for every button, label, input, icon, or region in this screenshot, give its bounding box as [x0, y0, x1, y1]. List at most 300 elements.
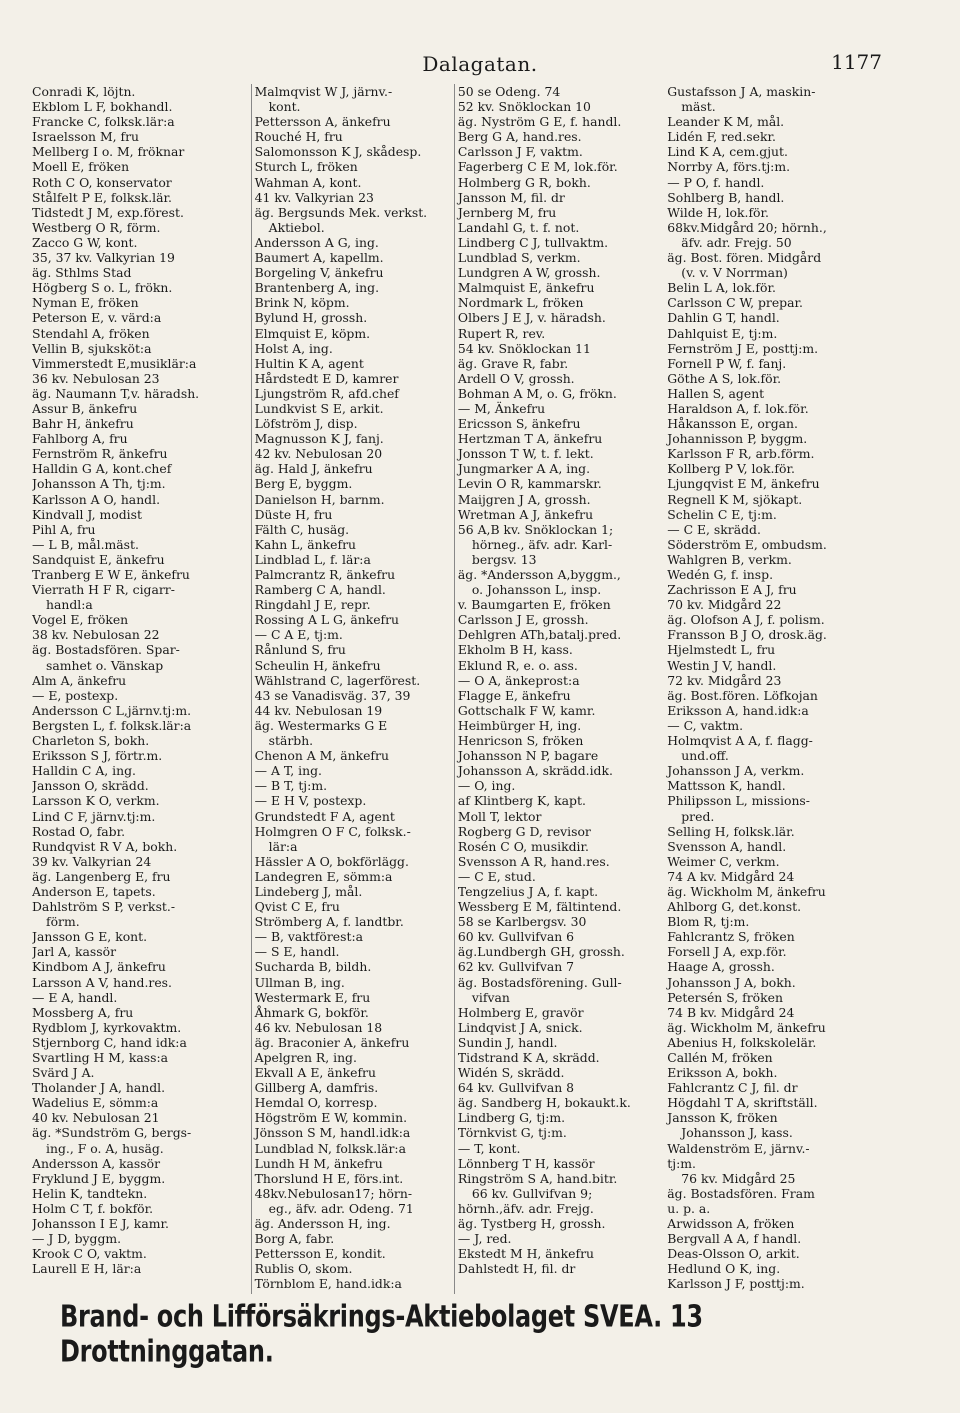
- directory-entry: Baumert A, kapellm.: [254, 250, 384, 266]
- directory-entry: Henricson S, fröken: [457, 733, 584, 749]
- directory-entry: Deas-Olsson O, arkit.: [667, 1246, 800, 1262]
- directory-entry: Mossberg A, fru: [32, 1004, 134, 1020]
- directory-entry: Salomonsson K J, skådesp.: [254, 144, 422, 160]
- directory-entry: Andersson A, kassör: [32, 1155, 161, 1171]
- directory-entry: Tengzelius J A, f. kapt.: [457, 883, 599, 899]
- directory-entry: Holmgren O F C, folksk.-: [254, 823, 411, 839]
- directory-entry: Fernström R, änkefru: [32, 446, 168, 462]
- directory-entry: Törnkvist G, tj:m.: [457, 1125, 567, 1141]
- directory-entry: 40 kv. Nebulosan 21: [32, 1110, 160, 1126]
- directory-entry: Palmcrantz R, änkefru: [254, 567, 396, 582]
- directory-entry: Rupert R, rev.: [457, 325, 546, 341]
- directory-entry: Ericsson S, änkefru: [457, 416, 581, 432]
- directory-entry: 74 B kv. Midgård 24: [667, 1004, 795, 1020]
- directory-entry: Jungmarker A A, ing.: [457, 461, 591, 477]
- street-header: Dalagatan.: [422, 52, 538, 76]
- directory-entry: Wahlgren B, verkm.: [667, 551, 792, 567]
- directory-entry: Lindberg G, tj:m.: [457, 1110, 566, 1126]
- directory-entry: Schelin C E, tj:m.: [667, 506, 777, 522]
- directory-entry: äg. Grave R, fabr.: [457, 355, 569, 371]
- directory-entry: Törnblom E, hand.idk:a: [254, 1276, 402, 1292]
- directory-entry: Dehlgren ATh,batalj.pred.: [457, 627, 622, 643]
- directory-entry: Danielson H, barnm.: [254, 491, 385, 507]
- directory-entry: 64 kv. Gullvifvan 8: [457, 1080, 575, 1096]
- directory-entry: äg. Bost. fören. Midgård: [667, 250, 822, 266]
- directory-entry: Blom R, tj:m.: [667, 914, 750, 930]
- directory-entry: Nordmark L, fröken: [457, 295, 584, 311]
- directory-entry: Rundqvist R V A, bokh.: [32, 838, 178, 854]
- directory-entry: Maijgren J A, grossh.: [457, 491, 591, 507]
- directory-entry: 68kv.Midgård 20; hörnh.,: [667, 219, 827, 235]
- directory-entry: äg. *Andersson A,byggm.,: [457, 567, 621, 582]
- directory-entry: äfv. adr. Frejg. 50: [681, 234, 792, 250]
- directory-entry: Pettersson E, kondit.: [254, 1246, 386, 1262]
- directory-entry: 62 kv. Gullvifvan 7: [457, 959, 575, 975]
- directory-entry: Hårdstedt E D, kamrer: [254, 370, 399, 386]
- directory-entry: Pettersson A, änkefru: [254, 114, 391, 130]
- directory-entry: Levin O R, kammarskr.: [457, 476, 602, 492]
- directory-entry: Fälth C, husäg.: [254, 521, 350, 537]
- directory-entry: Ringdahl J E, repr.: [254, 597, 371, 613]
- directory-entry: Vellin B, sjuksköt:a: [32, 340, 152, 356]
- directory-entry: u. p. a.: [667, 1200, 711, 1216]
- directory-entry: Kollberg P V, lok.för.: [667, 461, 795, 477]
- directory-entry: Hedlund O K, ing.: [667, 1261, 781, 1277]
- directory-entry: Flagge E, änkefru: [457, 687, 571, 703]
- directory-entry: tj:m.: [667, 1155, 696, 1171]
- directory-entry: ing., F o. A, husäg.: [46, 1140, 164, 1156]
- directory-entry: Johannisson P, byggm.: [667, 431, 808, 447]
- directory-entry: Anderson E, tapets.: [32, 883, 156, 899]
- directory-entry: äg. Bostadsförening. Gull-: [457, 974, 622, 990]
- directory-entry: Fahlcrantz S, fröken: [667, 929, 795, 945]
- directory-entry: eg., äfv. adr. Odeng. 71: [268, 1200, 414, 1216]
- directory-entry: Forsell J A, exp.för.: [667, 944, 787, 960]
- column-1: [32, 84, 251, 1294]
- directory-entry: Vogel E, fröken: [32, 612, 129, 628]
- directory-entry: 50 se Odeng. 74: [457, 84, 561, 99]
- directory-entry: Sturch L, fröken: [254, 159, 358, 175]
- directory-entry: Wählstrand C, lagerförest.: [254, 672, 421, 688]
- directory-entry: — O A, änkeprost:a: [457, 672, 580, 688]
- directory-entry: Elmquist E, köpm.: [254, 325, 371, 341]
- directory-entry: af Klintberg K, kapt.: [457, 793, 586, 809]
- directory-entry: Wadelius E, sömm:a: [32, 1095, 159, 1111]
- directory-entry: Wessberg E M, fältintend.: [457, 899, 622, 915]
- directory-entry: Lindqvist J A, snick.: [457, 1019, 583, 1035]
- directory-entry: Stendahl A, fröken: [32, 325, 150, 341]
- directory-entry: handl:a: [46, 597, 93, 613]
- directory-entry: Mattsson K, handl.: [667, 778, 786, 794]
- directory-entry: Widén S, skrädd.: [457, 1065, 565, 1081]
- directory-entry: Waldenström E, järnv.-: [667, 1140, 810, 1156]
- directory-entry: äg. Andersson H, ing.: [254, 1216, 391, 1232]
- directory-entry: Högberg S o. L, frökn.: [32, 280, 173, 296]
- directory-entry: Brantenberg A, ing.: [254, 280, 380, 296]
- directory-entry: Brink N, köpm.: [254, 295, 350, 311]
- directory-entry: o. Johansson L, insp.: [471, 582, 602, 598]
- directory-entry: Grundstedt F A, agent: [254, 808, 395, 824]
- directory-entry: Petersén S, fröken: [667, 989, 783, 1005]
- directory-entry: — J, red.: [457, 1231, 512, 1247]
- directory-entry: Hässler A O, bokförlägg.: [254, 853, 409, 869]
- directory-entry: Kindvall J, modist: [32, 506, 142, 522]
- directory-entry: — E H V, postexp.: [254, 793, 367, 809]
- directory-entry: Belin L A, lok.för.: [667, 280, 776, 296]
- directory-entry: Borgeling V, änkefru: [254, 265, 384, 281]
- directory-entry: Lindberg C J, tullvaktm.: [457, 234, 609, 250]
- directory-entry: Gillberg A, damfris.: [254, 1080, 379, 1096]
- directory-entry: Moell E, fröken: [32, 159, 130, 175]
- directory-entry: Håkansson E, organ.: [667, 416, 798, 432]
- footer-advertisement: Brand- och Lifförsäkrings-Aktiebolaget SVEA. 13 Drottninggatan.: [60, 1299, 703, 1369]
- directory-entry: Jarl A, kassör: [32, 944, 116, 960]
- directory-entry: Strömberg A, f. landtbr.: [254, 914, 404, 930]
- directory-entry: Holmqvist A A, f. flagg-: [667, 733, 813, 749]
- directory-entry: Rånlund S, fru: [254, 642, 346, 658]
- directory-entry: äg. Langenberg E, fru: [32, 868, 171, 884]
- directory-entry: Fransson B J O, drosk.äg.: [667, 627, 827, 643]
- directory-entry: Francke C, folksk.lär:a: [32, 114, 175, 130]
- directory-entry: Högström E W, kommin.: [254, 1110, 408, 1126]
- directory-entry: Jansson K, fröken: [667, 1110, 778, 1126]
- directory-entry: 54 kv. Snöklockan 11: [457, 340, 591, 356]
- directory-entry: Kindbom A J, änkefru: [32, 959, 166, 975]
- directory-entry: und.off.: [681, 748, 729, 764]
- directory-entry: äg. Bostadsfören. Fram: [667, 1185, 815, 1201]
- directory-entry: — M, Änkefru: [457, 400, 546, 416]
- directory-entry: 35, 37 kv. Valkyrian 19: [32, 250, 175, 266]
- directory-entry: Lönnberg T H, kassör: [457, 1155, 595, 1171]
- directory-entry: Dahlquist E, tj:m.: [667, 325, 778, 341]
- directory-entry: Jansson M, fil. dr: [457, 189, 565, 205]
- directory-entry: Stjernborg C, hand idk:a: [32, 1034, 187, 1050]
- directory-entry: äg. *Sundström G, bergs-: [32, 1125, 192, 1141]
- directory-entry: hörneg., äfv. adr. Karl-: [471, 536, 613, 552]
- directory-entry: Helin K, tandtekn.: [32, 1185, 148, 1201]
- directory-entry: Laurell E H, lär:a: [32, 1261, 142, 1277]
- directory-entry: Ekholm B H, kass.: [457, 642, 573, 658]
- directory-entry: Westberg O R, förm.: [32, 219, 161, 235]
- directory-entry: hörnh.,äfv. adr. Frejg.: [457, 1200, 594, 1216]
- directory-entry: Svensson A, handl.: [667, 838, 787, 854]
- directory-entry: Svärd J A.: [32, 1065, 95, 1081]
- directory-entry: Johansson A, skrädd.idk.: [457, 763, 613, 779]
- directory-entry: 36 kv. Nebulosan 23: [32, 370, 160, 386]
- directory-entry: Hallen S, agent: [667, 385, 765, 401]
- directory-entry: Stålfelt P E, folksk.lär.: [32, 189, 172, 205]
- directory-entry: 74 A kv. Midgård 24: [667, 868, 795, 884]
- directory-entry: Sandquist E, änkefru: [32, 551, 165, 567]
- directory-entry: bergsv. 13: [471, 551, 537, 567]
- page-number: 1177: [831, 50, 882, 74]
- directory-entry: Fahlborg A, fru: [32, 431, 128, 447]
- directory-entry: 60 kv. Gullvifvan 6: [457, 929, 575, 945]
- directory-entry: Karlsson F R, arb.förm.: [667, 446, 815, 462]
- directory-entry: 38 kv. Nebulosan 22: [32, 627, 160, 643]
- directory-entry: Heimbürger H, ing.: [457, 717, 582, 733]
- directory-entry: Apelgren R, ing.: [254, 1050, 357, 1065]
- directory-entry: Sucharda B, bildh.: [254, 959, 372, 975]
- directory-entry: — T, kont.: [457, 1140, 521, 1156]
- directory-entry: äg. Bergsunds Mek. verkst.: [254, 204, 428, 220]
- directory-entry: Selling H, folksk.lär.: [667, 823, 795, 839]
- directory-entry: Callén M, fröken: [667, 1050, 773, 1065]
- directory-entry: Johansson J A, verkm.: [667, 763, 805, 779]
- directory-entry: Bylund H, grossh.: [254, 310, 368, 326]
- directory-entry: — J D, byggm.: [32, 1231, 122, 1247]
- directory-entry: Malmquist E, änkefru: [457, 280, 595, 296]
- directory-entry: Wedén G, f. insp.: [667, 567, 774, 582]
- directory-entry: Zachrisson E A J, fru: [667, 582, 797, 598]
- directory-entry: Ringström S A, hand.bitr.: [457, 1170, 618, 1186]
- directory-entry: 52 kv. Snöklockan 10: [457, 99, 591, 115]
- directory-entry: 56 A,B kv. Snöklockan 1;: [457, 521, 614, 537]
- directory-entry: Vierrath H F R, cigarr-: [32, 582, 175, 598]
- directory-entry: äg. Bost.fören. Löfkojan: [667, 687, 818, 703]
- directory-entry: Fagerberg C E M, lok.för.: [457, 159, 618, 175]
- directory-entry: Wahman A, kont.: [254, 174, 362, 190]
- directory-entry: Larsson K O, verkm.: [32, 793, 160, 809]
- directory-entry: kont.: [268, 99, 301, 115]
- directory-entry: Ekblom L F, bokhandl.: [32, 99, 173, 115]
- directory-entry: Eriksson S J, förtr.m.: [32, 748, 163, 764]
- directory-entry: Söderström E, ombudsm.: [667, 536, 827, 552]
- directory-entry: Carlsson J F, vaktm.: [457, 144, 583, 160]
- column-2: [251, 84, 454, 1294]
- directory-entry: Karlsson J F, posttj:m.: [667, 1276, 805, 1292]
- directory-entry: Tholander J A, handl.: [32, 1080, 166, 1096]
- directory-entry: Bohman A M, o. G, frökn.: [457, 385, 617, 401]
- directory-entry: Löfström J, disp.: [254, 416, 358, 432]
- directory-entry: samhet o. Vänskap: [46, 657, 164, 673]
- directory-entry: Landegren E, sömm:a: [254, 868, 393, 884]
- directory-entry: Peterson E, v. värd:a: [32, 310, 162, 326]
- directory-entry: äg. Westermarks G E: [254, 717, 388, 733]
- directory-entry: — E, postexp.: [32, 687, 119, 703]
- directory-entry: Jernberg M, fru: [457, 204, 557, 220]
- directory-entry: Högdahl T A, skriftställ.: [667, 1095, 818, 1111]
- directory-entry: Israelsson M, fru: [32, 129, 140, 145]
- directory-entry: Johansson I E J, kamr.: [32, 1216, 169, 1232]
- directory-entry: Lidén F, red.sekr.: [667, 129, 776, 145]
- directory-entry: Halldin G A, kont.chef: [32, 461, 172, 477]
- directory-entry: Dahlström S P, verkst.-: [32, 899, 176, 915]
- directory-entry: äg. Bostadsfören. Spar-: [32, 642, 180, 658]
- directory-entry: Rostad O, fabr.: [32, 823, 126, 839]
- directory-entry: äg. Naumann T,v. häradsh.: [32, 385, 200, 401]
- directory-entry: Ramberg C A, handl.: [254, 582, 386, 598]
- directory-entry: Arwidsson A, fröken: [667, 1216, 795, 1232]
- directory-entry: Westin J V, handl.: [667, 657, 777, 673]
- directory-entry: Ardell O V, grossh.: [457, 370, 575, 386]
- directory-entry: Ljungqvist E M, änkefru: [667, 476, 820, 492]
- directory-entry: 66 kv. Gullvifvan 9;: [471, 1185, 593, 1201]
- directory-entry: Bergvall A A, f handl.: [667, 1231, 802, 1247]
- directory-entry: Fahlcrantz C J, fil. dr: [667, 1080, 798, 1096]
- directory-entry: Hultin K A, agent: [254, 355, 364, 371]
- directory-entry: Hemdal O, korresp.: [254, 1095, 378, 1111]
- directory-entry: Ljungström R, afd.chef: [254, 385, 399, 401]
- directory-entry: Nyman E, fröken: [32, 295, 139, 311]
- directory-entry: Eklund R, e. o. ass.: [457, 657, 578, 673]
- directory-entry: Kahn L, änkefru: [254, 536, 356, 552]
- directory-entry: pred.: [681, 808, 715, 824]
- directory-entry: vifvan: [471, 989, 510, 1005]
- directory-entry: — P O, f. handl.: [667, 174, 765, 190]
- directory-columns: [32, 84, 882, 1294]
- directory-entry: — B, vaktförest:a: [254, 929, 364, 945]
- directory-entry: — C A E, tj:m.: [254, 627, 343, 643]
- directory-entry: Leander K M, mål.: [667, 114, 785, 130]
- directory-entry: Lundh H M, änkefru: [254, 1155, 383, 1171]
- directory-entry: Ekstedt M H, änkefru: [457, 1246, 594, 1262]
- directory-entry: Carlsson J E, grossh.: [457, 612, 589, 628]
- directory-entry: Holmberg E, gravör: [457, 1004, 584, 1020]
- directory-entry: Johansson N P, bagare: [457, 748, 599, 764]
- directory-entry: Fornell P W, f. fanj.: [667, 355, 787, 371]
- directory-entry: Norrby A, förs.tj:m.: [667, 159, 791, 175]
- directory-entry: Carlsson C W, prepar.: [667, 295, 803, 311]
- directory-entry: Rossing A L G, änkefru: [254, 612, 400, 628]
- directory-entry: Lundgren A W, grossh.: [457, 265, 601, 281]
- directory-entry: Haage A, grossh.: [667, 959, 775, 975]
- directory-entry: Andersson C L,järnv.tj:m.: [32, 702, 192, 718]
- directory-entry: Landahl G, t. f. not.: [457, 219, 580, 235]
- directory-entry: Holst A, ing.: [254, 340, 333, 356]
- directory-entry: Jonsson T W, t. f. lekt.: [457, 446, 594, 462]
- directory-entry: Abenius H, folkskolelär.: [667, 1034, 817, 1050]
- directory-entry: Bergsten L, f. folksk.lär:a: [32, 717, 192, 733]
- directory-entry: äg. Sandberg H, bokaukt.k.: [457, 1095, 631, 1111]
- directory-entry: Ahlborg G, det.konst.: [667, 899, 802, 915]
- directory-entry: 43 se Vanadisväg. 37, 39: [254, 687, 411, 703]
- directory-entry: Rydblom J, kyrkovaktm.: [32, 1019, 182, 1035]
- directory-entry: mäst.: [681, 99, 716, 115]
- directory-entry: Lindeberg J, mål.: [254, 883, 363, 899]
- directory-entry: — B T, tj:m.: [254, 778, 328, 794]
- directory-entry: Wretman A J, änkefru: [457, 506, 594, 522]
- directory-entry: Rublis O, skom.: [254, 1261, 353, 1277]
- directory-entry: Mellberg I o. M, fröknar: [32, 144, 185, 160]
- directory-entry: Conradi K, löjtn.: [32, 84, 136, 99]
- directory-entry: — C E, skrädd.: [667, 521, 761, 537]
- directory-entry: Lundblad N, folksk.lär:a: [254, 1140, 406, 1156]
- directory-entry: Lind C F, järnv.tj:m.: [32, 808, 156, 824]
- directory-entry: — L B, mål.mäst.: [32, 536, 139, 552]
- directory-entry: 76 kv. Midgård 25: [681, 1170, 796, 1186]
- directory-entry: Åhmark G, bokför.: [254, 1004, 369, 1020]
- directory-entry: lär:a: [268, 838, 298, 854]
- directory-entry: Rosén C O, musikdir.: [457, 838, 589, 854]
- directory-entry: Fryklund J E, byggm.: [32, 1170, 166, 1186]
- directory-entry: Sundin J, handl.: [457, 1034, 558, 1050]
- directory-entry: äg. Olofson A J, f. polism.: [667, 612, 825, 628]
- directory-entry: Roth C O, konservator: [32, 174, 172, 190]
- directory-entry: Weimer C, verkm.: [667, 853, 780, 869]
- directory-entry: äg. Hald J, änkefru: [254, 461, 373, 477]
- directory-entry: Gottschalk F W, kamr.: [457, 702, 596, 718]
- directory-entry: Rouché H, fru: [254, 129, 343, 145]
- directory-entry: Krook C O, vaktm.: [32, 1246, 147, 1262]
- directory-entry: förm.: [46, 914, 80, 930]
- directory-entry: Halldin C A, ing.: [32, 763, 136, 779]
- directory-entry: Svensson A R, hand.res.: [457, 853, 610, 869]
- directory-entry: Holm C T, f. bokför.: [32, 1200, 154, 1216]
- directory-entry: Andersson A G, ing.: [254, 234, 379, 250]
- directory-entry: 58 se Karlbergsv. 30: [457, 914, 587, 930]
- directory-entry: Johansson J A, bokh.: [667, 974, 796, 990]
- directory-entry: 44 kv. Nebulosan 19: [254, 702, 383, 718]
- directory-entry: Assur B, änkefru: [32, 400, 138, 416]
- directory-entry: Moll T, lektor: [457, 808, 542, 824]
- directory-entry: Lind K A, cem.gjut.: [667, 144, 788, 160]
- directory-entry: — S E, handl.: [254, 944, 340, 960]
- directory-entry: 72 kv. Midgård 23: [667, 672, 782, 688]
- directory-entry: 46 kv. Nebulosan 18: [254, 1019, 383, 1035]
- directory-entry: — A T, ing.: [254, 763, 322, 779]
- column-4: [655, 84, 882, 1294]
- directory-entry: Jönsson S M, handl.idk:a: [254, 1125, 411, 1141]
- directory-entry: Eriksson A, bokh.: [667, 1065, 778, 1081]
- directory-entry: Regnell K M, sjökapt.: [667, 491, 803, 507]
- directory-entry: Hjelmstedt L, fru: [667, 642, 776, 658]
- directory-entry: (v. v. V Norrman): [681, 265, 788, 281]
- directory-entry: 39 kv. Valkyrian 24: [32, 853, 152, 869]
- directory-entry: äg. Wickholm M, änkefru: [667, 883, 826, 899]
- directory-entry: Westermark E, fru: [254, 989, 371, 1005]
- column-3: [454, 84, 655, 1294]
- directory-entry: Haraldson A, f. lok.för.: [667, 400, 809, 416]
- directory-entry: Jansson G E, kont.: [32, 929, 148, 945]
- directory-entry: äg. Nyström G E, f. handl.: [457, 114, 622, 130]
- directory-entry: Lindblad L, f. lär:a: [254, 551, 371, 567]
- directory-entry: 48kv.Nebulosan17; hörn-: [254, 1185, 413, 1201]
- directory-entry: Tidstrand K A, skrädd.: [457, 1050, 600, 1065]
- directory-entry: Malmqvist W J, järnv.-: [254, 84, 393, 99]
- directory-entry: äg. Sthlms Stad: [32, 265, 132, 281]
- directory-entry: Svartling H M, kass:a: [32, 1050, 169, 1065]
- directory-entry: Sohlberg B, handl.: [667, 189, 785, 205]
- directory-entry: Dahlstedt H, fil. dr: [457, 1261, 576, 1277]
- directory-entry: Hertzman T A, änkefru: [457, 431, 603, 447]
- directory-entry: äg.Lundbergh GH, grossh.: [457, 944, 625, 960]
- directory-entry: Tranberg E W E, änkefru: [32, 567, 190, 582]
- directory-entry: Ekvall A E, änkefru: [254, 1065, 376, 1081]
- directory-entry: Vimmerstedt E,musiklär:a: [32, 355, 197, 371]
- directory-entry: Bahr H, änkefru: [32, 416, 134, 432]
- directory-entry: Göthe A S, lok.för.: [667, 370, 782, 386]
- directory-entry: Wilde H, lok.för.: [667, 204, 769, 220]
- directory-entry: Thorslund H E, förs.int.: [254, 1170, 404, 1186]
- directory-entry: Qvist C E, fru: [254, 899, 340, 915]
- directory-entry: 42 kv. Nebulosan 20: [254, 446, 383, 462]
- directory-entry: — C, vaktm.: [667, 717, 744, 733]
- directory-entry: Alm A, änkefru: [32, 672, 127, 688]
- directory-entry: stärbh.: [268, 733, 314, 749]
- directory-entry: Rogberg G D, revisor: [457, 823, 591, 839]
- directory-entry: Olbers J E J, v. häradsh.: [457, 310, 606, 326]
- directory-entry: Chenon A M, änkefru: [254, 748, 389, 764]
- directory-entry: — O, ing.: [457, 778, 516, 794]
- directory-entry: Pihl A, fru: [32, 521, 96, 537]
- directory-entry: äg. Braconier A, änkefru: [254, 1034, 410, 1050]
- directory-entry: Eriksson A, hand.idk:a: [667, 702, 809, 718]
- directory-entry: — E A, handl.: [32, 989, 118, 1005]
- directory-entry: Borg A, fabr.: [254, 1231, 335, 1247]
- directory-entry: 70 kv. Midgård 22: [667, 597, 782, 613]
- directory-entry: Gustafsson J A, maskin-: [667, 84, 816, 99]
